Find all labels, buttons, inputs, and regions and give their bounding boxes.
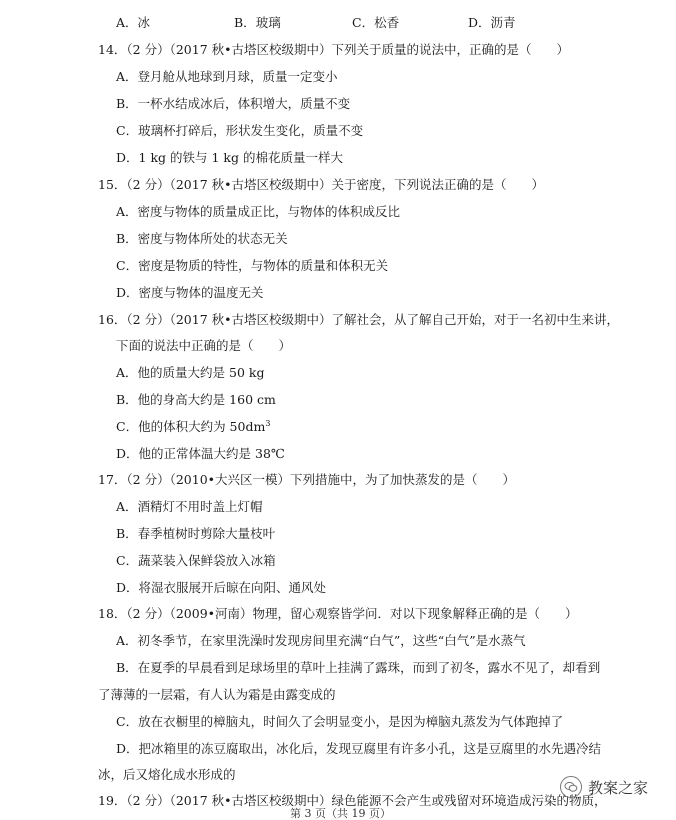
q15-option-c: C．密度是物质的特性，与物体的质量和体积无关 bbox=[116, 258, 389, 273]
q13-option-d: D．沥青 bbox=[468, 15, 516, 30]
q17-stem: 17．（2 分）（2010•大兴区一模）下列措施中，为了加快蒸发的是（ ） bbox=[98, 472, 516, 487]
q14-option-b: B．一杯水结成冰后，体积增大，质量不变 bbox=[116, 96, 351, 111]
q17-option-c: C．蔬菜装入保鲜袋放入冰箱 bbox=[116, 553, 276, 568]
q16-option-c: C．他的体积大约为 $50dm^3$ bbox=[116, 418, 271, 434]
wechat-icon bbox=[560, 776, 582, 798]
page-footer: 第 3 页（共 19 页） bbox=[290, 807, 391, 820]
q18-option-d-continued: 冰，后又熔化成水形成的 bbox=[98, 767, 236, 782]
q13-option-a: A．冰 bbox=[116, 15, 151, 30]
q13-option-b: B．玻璃 bbox=[234, 15, 281, 30]
q14-option-c: C．玻璃杯打碎后，形状发生变化，质量不变 bbox=[116, 123, 364, 138]
q15-option-b: B．密度与物体所处的状态无关 bbox=[116, 231, 288, 246]
q18-option-b: B．在夏季的早晨看到足球场里的草叶上挂满了露珠，而到了初冬，露水不见了，却看到 bbox=[116, 660, 601, 675]
q15-stem: 15．（2 分）（2017 秋•古塔区校级期中）关于密度，下列说法正确的是（ ） bbox=[98, 177, 544, 192]
q14-option-d: D．1 kg 的铁与 1 kg 的棉花质量一样大 bbox=[116, 150, 343, 165]
q18-option-b-continued: 了薄薄的一层霜，有人认为霜是由露变成的 bbox=[98, 687, 336, 702]
q19-stem: 19．（2 分）（2017 秋•古塔区校级期中）绿色能源不会产生或残留对环境造成污染的物质， bbox=[98, 793, 607, 808]
q18-stem: 18．（2 分）（2009•河南）物理，留心观察皆学问．对以下现象解释正确的是（ ） bbox=[98, 606, 578, 621]
q13-option-c: C．松香 bbox=[352, 15, 400, 30]
q17-option-d: D．将湿衣服展开后晾在向阳、通风处 bbox=[116, 580, 327, 595]
q16-option-d: D．他的正常体温大约是 38℃ bbox=[116, 446, 285, 461]
q16-stem-continued: 下面的说法中正确的是（ ） bbox=[116, 338, 292, 353]
superscript: 3 bbox=[265, 418, 271, 428]
q17-option-a: A．酒精灯不用时盖上灯帽 bbox=[116, 499, 263, 514]
q16-option-a: A．他的质量大约是 50 kg bbox=[116, 365, 265, 380]
q18-option-c: C．放在衣橱里的樟脑丸，时间久了会明显变小，是因为樟脑丸蒸发为气体跑掉了 bbox=[116, 714, 564, 729]
q15-option-d: D．密度与物体的温度无关 bbox=[116, 285, 264, 300]
watermark-text: 教案之家 bbox=[588, 778, 649, 797]
q18-option-a: A．初冬季节，在家里洗澡时发现房间里充满“白气”，这些“白气”是水蒸气 bbox=[116, 633, 526, 648]
q15-option-a: A．密度与物体的质量成正比，与物体的体积成反比 bbox=[116, 204, 401, 219]
q16-option-b: B．他的身高大约是 160 cm bbox=[116, 392, 276, 407]
q14-stem: 14．（2 分）（2017 秋•古塔区校级期中）下列关于质量的说法中，正确的是（ ） bbox=[98, 42, 569, 57]
q18-option-d: D．把冰箱里的冻豆腐取出，冰化后，发现豆腐里有许多小孔，这是豆腐里的水先遇冷结 bbox=[116, 741, 602, 756]
q14-option-a: A．登月舱从地球到月球，质量一定变小 bbox=[116, 69, 338, 84]
q17-option-b: B．春季植树时剪除大量枝叶 bbox=[116, 526, 276, 541]
q16-stem: 16．（2 分）（2017 秋•古塔区校级期中）了解社会，从了解自己开始，对于一名初中生来讲， bbox=[98, 312, 619, 327]
watermark bbox=[560, 776, 648, 798]
